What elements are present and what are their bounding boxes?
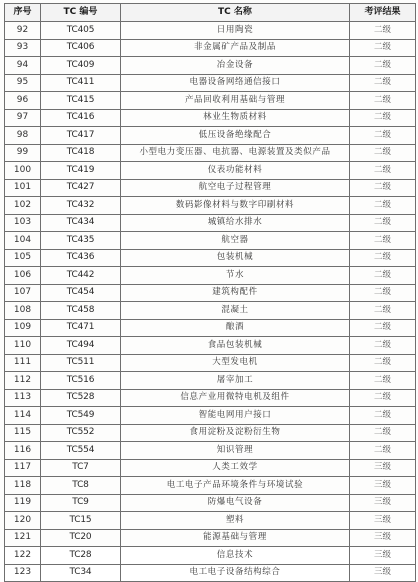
table-row xyxy=(5,547,416,565)
evaluation-result-cell: 二级 xyxy=(350,127,416,145)
tc-code-cell: TC416 xyxy=(41,109,121,127)
table-row xyxy=(5,232,416,250)
tc-code-cell: TC415 xyxy=(41,92,121,110)
tc-name-cell: 非金属矿产品及制品 xyxy=(121,39,350,57)
evaluation-result-cell: 二级 xyxy=(350,197,416,215)
tc-name-cell: 食品包装机械 xyxy=(121,337,350,355)
header-evaluation-result: 考评结果 xyxy=(350,4,416,22)
evaluation-result-cell: 二级 xyxy=(350,22,416,40)
serial-number-cell: 121 xyxy=(5,529,41,547)
tc-evaluation-table xyxy=(4,3,416,582)
evaluation-result-cell: 三级 xyxy=(350,512,416,530)
table-row xyxy=(5,162,416,180)
tc-name-cell: 屠宰加工 xyxy=(121,372,350,390)
tc-code-cell: TC494 xyxy=(41,337,121,355)
serial-number-cell: 104 xyxy=(5,232,41,250)
tc-code-cell: TC435 xyxy=(41,232,121,250)
evaluation-result-cell: 二级 xyxy=(350,407,416,425)
tc-code-cell: TC442 xyxy=(41,267,121,285)
tc-code-cell: TC419 xyxy=(41,162,121,180)
table-row xyxy=(5,144,416,162)
table-row xyxy=(5,92,416,110)
evaluation-result-cell: 二级 xyxy=(350,284,416,302)
tc-name-cell: 塑料 xyxy=(121,512,350,530)
header-tc-code: TC 编号 xyxy=(41,4,121,22)
tc-name-cell: 冶金设备 xyxy=(121,57,350,75)
tc-name-cell: 知识管理 xyxy=(121,442,350,460)
tc-code-cell: TC20 xyxy=(41,529,121,547)
tc-name-cell: 林业生物质材料 xyxy=(121,109,350,127)
serial-number-cell: 92 xyxy=(5,22,41,40)
evaluation-result-cell: 二级 xyxy=(350,372,416,390)
table-row xyxy=(5,57,416,75)
evaluation-result-cell: 二级 xyxy=(350,302,416,320)
tc-code-cell: TC405 xyxy=(41,22,121,40)
evaluation-result-cell: 二级 xyxy=(350,442,416,460)
table-row xyxy=(5,284,416,302)
tc-name-cell: 数码影像材料与数字印刷材料 xyxy=(121,197,350,215)
evaluation-result-cell: 二级 xyxy=(350,162,416,180)
tc-code-cell: TC427 xyxy=(41,179,121,197)
serial-number-cell: 113 xyxy=(5,389,41,407)
table-row xyxy=(5,442,416,460)
tc-name-cell: 航空电子过程管理 xyxy=(121,179,350,197)
table-row xyxy=(5,407,416,425)
evaluation-result-cell: 二级 xyxy=(350,57,416,75)
serial-number-cell: 106 xyxy=(5,267,41,285)
tc-code-cell: TC528 xyxy=(41,389,121,407)
evaluation-result-cell: 二级 xyxy=(350,232,416,250)
table-row xyxy=(5,372,416,390)
serial-number-cell: 118 xyxy=(5,477,41,495)
tc-name-cell: 产品回收利用基础与管理 xyxy=(121,92,350,110)
serial-number-cell: 95 xyxy=(5,74,41,92)
serial-number-cell: 116 xyxy=(5,442,41,460)
evaluation-result-cell: 二级 xyxy=(350,92,416,110)
table-body xyxy=(5,22,416,582)
table-row xyxy=(5,459,416,477)
table-header xyxy=(5,4,416,22)
tc-code-cell: TC411 xyxy=(41,74,121,92)
evaluation-result-cell: 二级 xyxy=(350,144,416,162)
table-row xyxy=(5,197,416,215)
tc-name-cell: 防爆电气设备 xyxy=(121,494,350,512)
tc-code-cell: TC516 xyxy=(41,372,121,390)
table-row xyxy=(5,424,416,442)
serial-number-cell: 115 xyxy=(5,424,41,442)
tc-code-cell: TC549 xyxy=(41,407,121,425)
evaluation-result-cell: 二级 xyxy=(350,74,416,92)
tc-name-cell: 电器设备网络通信接口 xyxy=(121,74,350,92)
table-row xyxy=(5,512,416,530)
table-row xyxy=(5,477,416,495)
serial-number-cell: 108 xyxy=(5,302,41,320)
evaluation-result-cell: 二级 xyxy=(350,389,416,407)
table-row xyxy=(5,249,416,267)
serial-number-cell: 122 xyxy=(5,547,41,565)
tc-code-cell: TC406 xyxy=(41,39,121,57)
evaluation-result-cell: 三级 xyxy=(350,564,416,582)
header-serial-number: 序号 xyxy=(5,4,41,22)
serial-number-cell: 111 xyxy=(5,354,41,372)
tc-name-cell: 日用陶瓷 xyxy=(121,22,350,40)
evaluation-result-cell: 二级 xyxy=(350,249,416,267)
evaluation-result-cell: 三级 xyxy=(350,529,416,547)
evaluation-result-cell: 三级 xyxy=(350,477,416,495)
tc-code-cell: TC417 xyxy=(41,127,121,145)
tc-code-cell: TC454 xyxy=(41,284,121,302)
tc-code-cell: TC418 xyxy=(41,144,121,162)
header-tc-name: TC 名称 xyxy=(121,4,350,22)
tc-code-cell: TC7 xyxy=(41,459,121,477)
table-row xyxy=(5,319,416,337)
evaluation-result-cell: 二级 xyxy=(350,354,416,372)
serial-number-cell: 119 xyxy=(5,494,41,512)
table-row xyxy=(5,214,416,232)
tc-name-cell: 能源基础与管理 xyxy=(121,529,350,547)
serial-number-cell: 103 xyxy=(5,214,41,232)
evaluation-result-cell: 二级 xyxy=(350,337,416,355)
serial-number-cell: 96 xyxy=(5,92,41,110)
tc-name-cell: 航空器 xyxy=(121,232,350,250)
serial-number-cell: 117 xyxy=(5,459,41,477)
tc-code-cell: TC436 xyxy=(41,249,121,267)
tc-name-cell: 混凝土 xyxy=(121,302,350,320)
evaluation-result-cell: 二级 xyxy=(350,179,416,197)
tc-name-cell: 节水 xyxy=(121,267,350,285)
serial-number-cell: 123 xyxy=(5,564,41,582)
tc-code-cell: TC409 xyxy=(41,57,121,75)
table-row xyxy=(5,127,416,145)
tc-name-cell: 人类工效学 xyxy=(121,459,350,477)
table-row xyxy=(5,337,416,355)
tc-name-cell: 小型电力变压器、电抗器、电源装置及类似产品 xyxy=(121,144,350,162)
table-row xyxy=(5,109,416,127)
serial-number-cell: 110 xyxy=(5,337,41,355)
tc-name-cell: 建筑构配件 xyxy=(121,284,350,302)
tc-code-cell: TC552 xyxy=(41,424,121,442)
tc-name-cell: 城镇给水排水 xyxy=(121,214,350,232)
evaluation-result-cell: 二级 xyxy=(350,319,416,337)
serial-number-cell: 93 xyxy=(5,39,41,57)
tc-code-cell: TC8 xyxy=(41,477,121,495)
evaluation-result-cell: 三级 xyxy=(350,494,416,512)
evaluation-result-cell: 二级 xyxy=(350,109,416,127)
tc-code-cell: TC15 xyxy=(41,512,121,530)
evaluation-result-cell: 三级 xyxy=(350,547,416,565)
tc-code-cell: TC458 xyxy=(41,302,121,320)
evaluation-result-cell: 三级 xyxy=(350,459,416,477)
serial-number-cell: 98 xyxy=(5,127,41,145)
table-row xyxy=(5,22,416,40)
serial-number-cell: 99 xyxy=(5,144,41,162)
tc-name-cell: 电工电子设备结构综合 xyxy=(121,564,350,582)
header-row xyxy=(5,4,416,22)
tc-code-cell: TC434 xyxy=(41,214,121,232)
tc-name-cell: 信息技术 xyxy=(121,547,350,565)
tc-name-cell: 仪表功能材料 xyxy=(121,162,350,180)
evaluation-result-cell: 二级 xyxy=(350,424,416,442)
serial-number-cell: 107 xyxy=(5,284,41,302)
table-row xyxy=(5,74,416,92)
table-row xyxy=(5,39,416,57)
tc-code-cell: TC511 xyxy=(41,354,121,372)
serial-number-cell: 114 xyxy=(5,407,41,425)
table-row xyxy=(5,389,416,407)
table-row xyxy=(5,354,416,372)
serial-number-cell: 120 xyxy=(5,512,41,530)
serial-number-cell: 100 xyxy=(5,162,41,180)
table-row xyxy=(5,302,416,320)
table-row xyxy=(5,267,416,285)
tc-code-cell: TC28 xyxy=(41,547,121,565)
tc-code-cell: TC432 xyxy=(41,197,121,215)
tc-code-cell: TC9 xyxy=(41,494,121,512)
serial-number-cell: 97 xyxy=(5,109,41,127)
tc-name-cell: 低压设备绝缘配合 xyxy=(121,127,350,145)
evaluation-result-cell: 二级 xyxy=(350,39,416,57)
tc-name-cell: 食用淀粉及淀粉衍生物 xyxy=(121,424,350,442)
serial-number-cell: 94 xyxy=(5,57,41,75)
tc-name-cell: 信息产业用微特电机及组件 xyxy=(121,389,350,407)
table-row xyxy=(5,564,416,582)
tc-code-cell: TC34 xyxy=(41,564,121,582)
serial-number-cell: 109 xyxy=(5,319,41,337)
table-row xyxy=(5,179,416,197)
evaluation-result-cell: 二级 xyxy=(350,267,416,285)
evaluation-result-cell: 二级 xyxy=(350,214,416,232)
serial-number-cell: 105 xyxy=(5,249,41,267)
tc-code-cell: TC471 xyxy=(41,319,121,337)
serial-number-cell: 101 xyxy=(5,179,41,197)
tc-name-cell: 包装机械 xyxy=(121,249,350,267)
tc-name-cell: 智能电网用户接口 xyxy=(121,407,350,425)
tc-name-cell: 酿酒 xyxy=(121,319,350,337)
table-row xyxy=(5,494,416,512)
serial-number-cell: 112 xyxy=(5,372,41,390)
serial-number-cell: 102 xyxy=(5,197,41,215)
table-row xyxy=(5,529,416,547)
tc-name-cell: 大型发电机 xyxy=(121,354,350,372)
tc-code-cell: TC554 xyxy=(41,442,121,460)
tc-name-cell: 电工电子产品环境条件与环境试验 xyxy=(121,477,350,495)
